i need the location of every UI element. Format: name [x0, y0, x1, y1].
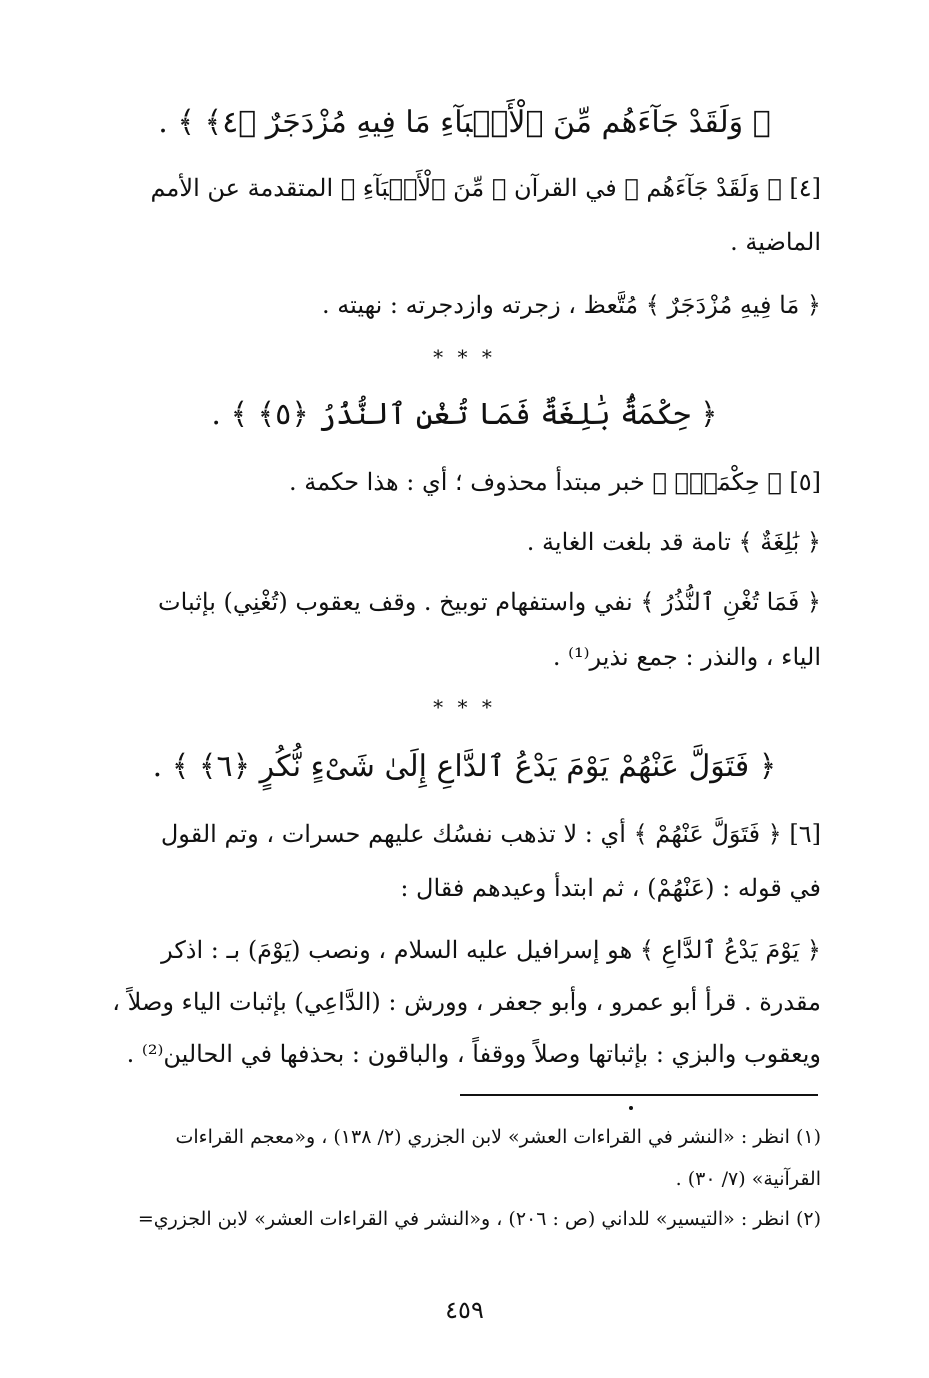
verse-5: ﴿ حِكْمَةٌۢ بَٰلِغَةٌ فَمَا تُغْنِ ٱلنُّذُرُ ﴿٥﴾ ﴾ .: [211, 397, 718, 432]
commentary-6-line-3: ﴿ يَوْمَ يَدْعُ ٱلدَّاعِ ﴾ هو إسرافيل عليه السلام ، ونصب (يَوْمَ) بـ : اذكر: [161, 936, 821, 964]
footnote-1-line-1: (١) انظر : «النشر في القراءات العشر» لابن الجزري (٢/ ١٣٨) ، و«معجم القراءات: [175, 1126, 821, 1148]
commentary-6-line-1: [٦] ﴿ فَتَوَلَّ عَنْهُمْ ﴾ أي : لا تذهب نفسُك عليهم حسرات ، وتم القول: [160, 820, 821, 848]
page-number: ٤٥٩: [445, 1296, 484, 1324]
commentary-5-line-4: الياء ، والنذر : جمع نذير⁽¹⁾ .: [552, 643, 821, 671]
verse-4: ﴿ وَلَقَدْ جَآءَهُم مِّنَ ٱلْأَنۢبَآءِ مَا فِيهِ مُزْدَجَرٌ ﴿٤﴾ ﴾ .: [158, 105, 771, 140]
commentary-4-line-3: ﴿ مَا فِيهِ مُزْدَجَرٌ ﴾ مُتَّعظ ، زجرته وازدجرته : نهيته .: [321, 291, 821, 319]
commentary-6-line-4: مقدرة . قرأ أبو عمرو ، وأبو جعفر ، وورش : (الدَّاعِي) بإثبات الياء وصلاً ،: [112, 988, 821, 1016]
commentary-5-line-1: [٥] ﴿ حِكْمَةٌۢ ﴾ خبر مبتدأ محذوف ؛ أي : هذا حكمة .: [288, 468, 821, 496]
footnote-divider-dot: [629, 1106, 633, 1110]
commentary-5-line-2: ﴿ بَٰلِغَةٌ ﴾ تامة قد بلغت الغاية .: [526, 528, 821, 556]
commentary-6-line-2: في قوله : (عَنْهُمْ) ، ثم ابتدأ وعيدهم فقال :: [400, 874, 821, 902]
footnote-divider: [460, 1094, 818, 1096]
section-separator: * * *: [433, 695, 496, 719]
section-separator: * * *: [433, 345, 496, 369]
footnote-2: (٢) انظر : «التيسير» للداني (ص : ٢٠٦) ، و«النشر في القراءات العشر» لابن الجزري=: [137, 1208, 821, 1230]
commentary-5-line-3: ﴿ فَمَا تُغْنِ ٱلنُّذُرُ ﴾ نفي واستفهام توبيخ . وقف يعقوب (تُغْنِي) بإثبات: [158, 588, 821, 616]
commentary-4-line-2: الماضية .: [730, 228, 821, 256]
commentary-4-line-1: [٤] ﴿ وَلَقَدْ جَآءَهُم ﴾ في القرآن ﴿ مِّنَ ٱلْأَنۢبَآءِ ﴾ المتقدمة عن الأمم: [150, 174, 821, 202]
verse-6: ﴿ فَتَوَلَّ عَنْهُمْ يَوْمَ يَدْعُ ٱلدَّاعِ إِلَىٰ شَىْءٍ نُّكُرٍ ﴿٦﴾ ﴾ .: [152, 749, 777, 784]
commentary-6-line-5: ويعقوب والبزي : بإثباتها وصلاً ووقفاً ، والباقون : بحذفها في الحالين⁽²⁾ .: [126, 1040, 821, 1068]
footnote-1-line-2: القرآنية» (٧/ ٣٠) .: [675, 1168, 821, 1190]
